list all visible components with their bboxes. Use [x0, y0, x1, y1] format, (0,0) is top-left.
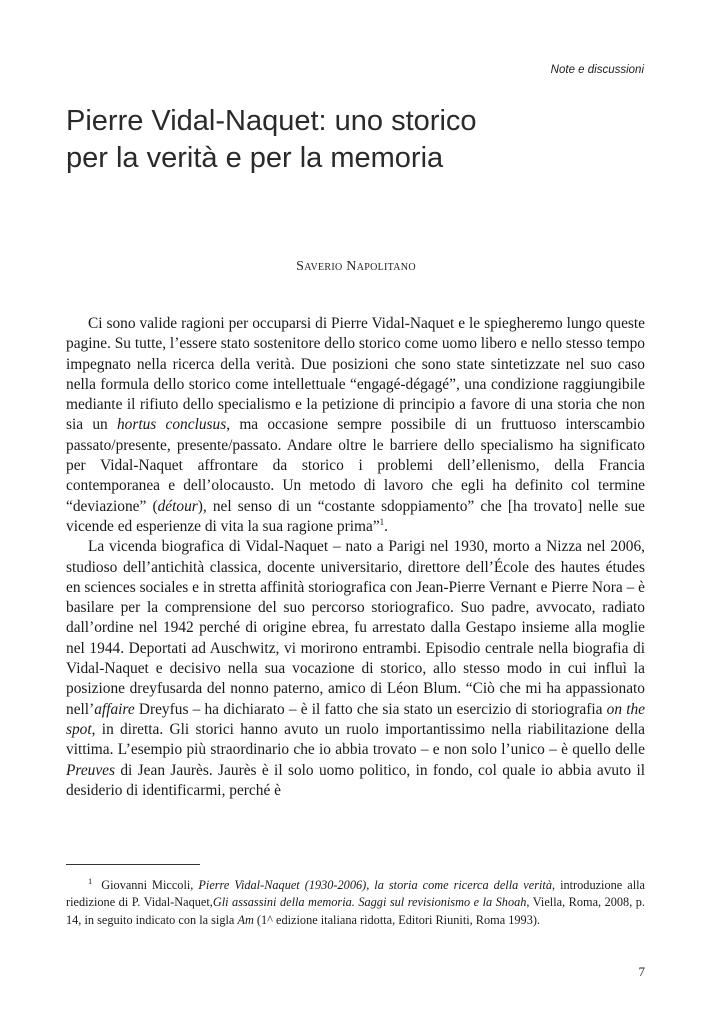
footnote-italic-book: Gli assassini della memoria. Saggi sul revisionismo e la Shoah: [212, 895, 527, 910]
paragraph-2-italic-on-the-spot: on the spot: [66, 700, 645, 738]
paragraph-2-italic-preuves: Preuves: [66, 761, 115, 779]
footnote-1: [66, 877, 645, 929]
footnote-mark: 1: [88, 875, 93, 886]
body-paragraph-2: [66, 537, 645, 801]
footnote-text-4: (1^ edizione italiana ridotta, Editori Riuniti, Roma 1993).: [253, 912, 541, 927]
paragraph-2-italic-affaire: affaire: [94, 700, 135, 718]
paragraph-1-text-1: Ci sono valide ragioni per occuparsi di Pierre Vidal-Naquet e le spiegheremo lungo queste pagine. Su tutte, l’essere stato sostenitore dello storico come uomo libero e nello stesso tempo impegnato nella ricerca della verità. Due posizioni che sono state sintetizzate nel suo caso nella formula dello storico come intellettuale “engagé-dégagé”, una condizione raggiungibile mediante il rifiuto dello specialismo e la petizione di principio a favore di una storia che non sia un: [66, 315, 645, 434]
footnote-divider: [66, 864, 200, 865]
footnote-italic-am: Am: [237, 912, 254, 927]
article-title-line-1: Pierre Vidal-Naquet: uno storico: [66, 105, 477, 137]
paragraph-2-text-1: La vicenda biografica di Vidal-Naquet – nato a Parigi nel 1930, morto a Nizza nel 2006, studioso dell’antichità classica, docente universitario, direttore dell’École des hautes études en sciences sociales e in stretta affinità storiografica con Jean-Pierre Vernant e Pierre Nora – è basilare per la comprensione del suo percorso storiografico. Suo padre, avvocato, radiato dall’ordine nel 1942 perché di origine ebrea, fu arrestato dalla Gestapo insieme alla moglie nel 1944. Deportati ad Auschwitz, vi morirono entrambi. Episodio centrale nella biografia di Vidal-Naquet e decisivo nella sua vocazione di storico, allo stesso modo in cui influì la posizione dreyfusarda del nonno paterno, amico di Léon Blum. “Ciò che mi ha appassionato nell’: [66, 538, 645, 718]
page-number: 7: [638, 964, 645, 979]
footnote-text-1: Giovanni Miccoli,: [101, 878, 199, 892]
footnote-italic-title: Pierre Vidal-Naquet (1930-2006), la storia come ricerca della verità: [198, 878, 552, 892]
article-title: [66, 103, 626, 177]
author-name: Saverio Napolitano: [296, 259, 416, 274]
footnote-text-2: , introduzione alla riedizione di P. Vidal-Naquet,: [66, 878, 645, 910]
paragraph-1-italic-hortus: hortus conclusus: [116, 416, 227, 434]
paragraph-2-text-4: di Jean Jaurès. Jaurès è il solo uomo politico, in fondo, col quale io abbia avuto il desiderio di identificarmi, perché è: [66, 761, 645, 799]
running-head: Note e discussioni: [550, 64, 644, 76]
footnote-text-3: , Viella, Roma, 2008, p. 14, in seguito indicato con la sigla: [66, 895, 645, 927]
article-body: [66, 314, 645, 801]
paragraph-1-text-2: , ma occasione sempre possibile di un fruttuoso interscambio passato/presente, presente/passato. Andare oltre le barriere dello specialismo ha significato per Vidal-Naquet affrontare da storico i problemi dell’ellenismo, della Francia contemporanea e dell’olocausto. Un metodo di lavoro che egli ha definito col termine “deviazione” (: [66, 416, 646, 515]
paragraph-1-text-4: .: [384, 517, 389, 535]
paragraph-1-text-3: ), nel senso di un “costante sdoppiamento” che [ha trovato] nelle sue vicende ed esperienze di vita la sua ragione prima”: [66, 497, 645, 535]
paragraph-2-text-3: , in diretta. Gli storici hanno avuto un ruolo importantissimo nella riabilitazione della vittima. L’esempio più straordinario che io abbia trovato – e non solo l’unico – è quello delle: [66, 720, 645, 759]
article-title-line-2: per la verità e per la memoria: [66, 142, 444, 174]
paragraph-2-text-2: Dreyfus – ha dichiarato – è il fatto che sia stato un esercizio di storiografia: [134, 700, 607, 718]
footnote-reference-1[interactable]: 1: [379, 516, 385, 527]
paragraph-1-italic-detour: détour: [157, 497, 198, 515]
footnote-paragraph: [66, 877, 645, 929]
body-paragraph-1: [66, 314, 645, 537]
